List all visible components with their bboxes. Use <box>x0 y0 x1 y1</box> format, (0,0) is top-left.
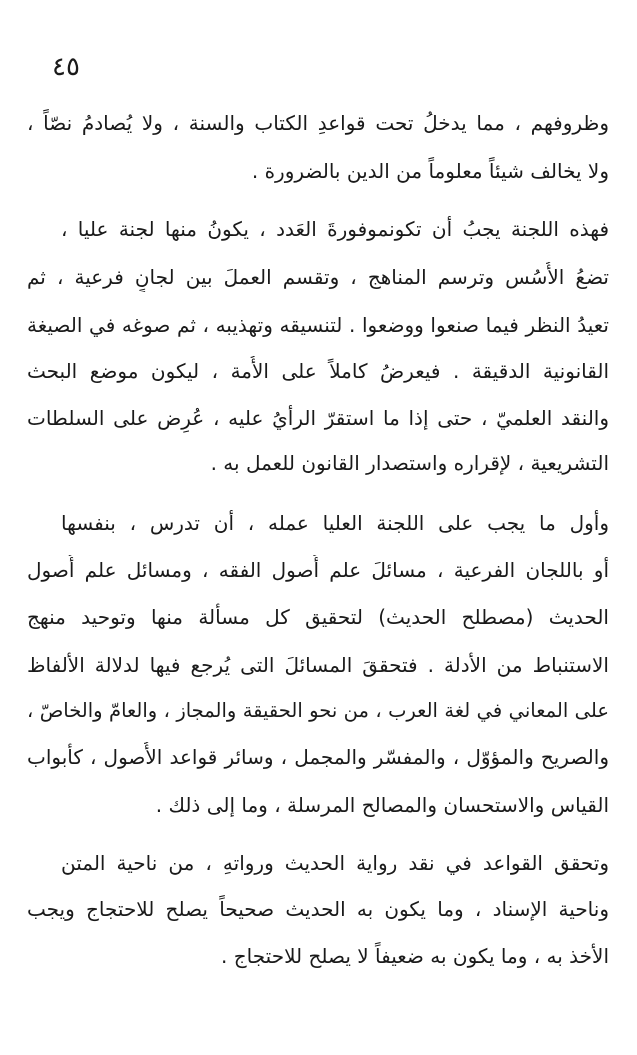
text-line: تعيدُ النظر فيما صنعوا ووضعوا . لتنسيقه وتهذيبه ، ثم صوغه في الصيغة <box>27 313 609 337</box>
text-line: ولا يخالف شيئاً معلوماً من الدين بالضرورة . <box>251 159 609 183</box>
text-line: القانونية الدقيقة . فيعرضُ كاملاً على الأُمة ، ليكون موضع البحث <box>27 359 609 383</box>
text-line: التشريعية ، لإقراره واستصدار القانون للعمل به . <box>210 451 609 475</box>
text-line: الحديث (مصطلح الحديث) لتحقيق كل مسألة منها وتوحيد منهج <box>27 605 609 629</box>
text-line: وتحقق القواعد في نقد رواية الحديث ورواتهِ ، من ناحية المتن <box>61 851 609 875</box>
text-line: الأخذ به ، وما يكون به ضعيفاً لا يصلح للاحتجاج . <box>221 944 609 968</box>
text-line: والصريح والمؤوّل ، والمفسّر والمجمل ، وسائر قواعد الأُصول ، كأبواب <box>27 745 609 769</box>
text-line: تضعُ الأُسُس وترسم المناهج ، وتقسم العملَ بين لجانٍ فرعية ، ثم <box>27 265 609 289</box>
text-line: وظروفهم ، مما يدخلُ تحت قواعدِ الكتاب والسنة ، ولا يُصادمُ نصّاً ، <box>27 111 609 135</box>
text-line: وناحية الإسناد ، وما يكون به الحديث صحيحاً يصلح للاحتجاج ويجب <box>27 897 609 921</box>
text-line: والنقد العلميّ ، حتى إذا ما استقرّ الرأيُ عليه ، عُرِض على السلطات <box>27 406 609 430</box>
text-line: فهذه اللجنة يجبُ أن تكونموفورةَ العَدد ، يكونُ منها لجنة عليا ، <box>61 217 609 241</box>
text-line: أو باللجان الفرعية ، مسائلَ علم أُصول الفقه ، ومسائل علم أُصول <box>27 558 609 582</box>
text-line: وأول ما يجب على اللجنة العليا عمله ، أن تدرس ، بنفسها <box>61 511 609 535</box>
text-line: على المعاني في لغة العرب ، من نحو الحقيقة والمجاز ، والعامّ والخاصّ ، <box>27 699 609 722</box>
page-number: ٤٥ <box>52 52 80 82</box>
text-line: الاستنباط من الأدلة . فتحققَ المسائلَ التى يُرجع فيها لدلالة الألفاظ <box>27 653 609 677</box>
text-line: القياس والاستحسان والمصالح المرسلة ، وما إلى ذلك . <box>155 793 609 817</box>
